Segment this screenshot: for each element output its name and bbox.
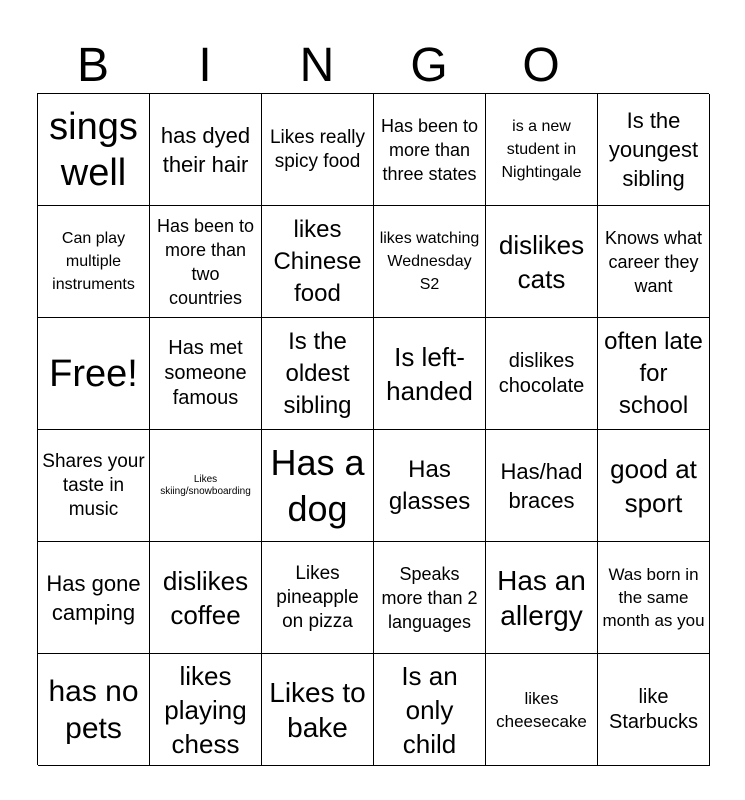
cell-label: Is the youngest sibling: [608, 108, 699, 191]
bingo-cell[interactable]: [150, 430, 262, 542]
bingo-cell[interactable]: [262, 654, 374, 766]
cell-label: likes Chinese food: [273, 215, 362, 307]
bingo-cell[interactable]: [374, 206, 486, 318]
bingo-cell[interactable]: [150, 318, 262, 430]
header-letter-b: B: [76, 39, 109, 92]
bingo-cell[interactable]: [262, 206, 374, 318]
bingo-cell[interactable]: [486, 542, 598, 654]
cell-label: Free!: [49, 352, 138, 395]
bingo-cell[interactable]: [598, 542, 710, 654]
bingo-header: [37, 38, 708, 94]
bingo-cell[interactable]: [38, 654, 150, 766]
bingo-cell[interactable]: [486, 94, 598, 206]
bingo-cell[interactable]: [598, 430, 710, 542]
bingo-grid: [37, 93, 709, 765]
bingo-cell[interactable]: [150, 206, 262, 318]
cell-label: Has been to more than two countries: [156, 215, 255, 308]
cell-label: Knows what career they want: [604, 227, 703, 296]
bingo-cell[interactable]: [374, 542, 486, 654]
bingo-cell[interactable]: [486, 654, 598, 766]
cell-label: sings well: [49, 105, 138, 194]
bingo-cell[interactable]: [262, 542, 374, 654]
bingo-cell[interactable]: [38, 94, 150, 206]
header-letter-n: N: [299, 39, 335, 92]
bingo-cell[interactable]: [150, 654, 262, 766]
bingo-cell[interactable]: [598, 318, 710, 430]
cell-label: Has an allergy: [497, 564, 586, 631]
cell-label: likes cheesecake: [496, 688, 587, 731]
header-letter-i: I: [198, 39, 212, 92]
bingo-cell[interactable]: [150, 94, 262, 206]
bingo-cell[interactable]: [262, 430, 374, 542]
cell-label: Has glasses: [388, 455, 471, 515]
cell-label: Has gone camping: [46, 570, 141, 625]
cell-label: Is an only child: [401, 660, 458, 759]
bingo-cell[interactable]: [374, 430, 486, 542]
cell-label: Likes pineapple on pizza: [276, 562, 359, 632]
bingo-cell[interactable]: [374, 654, 486, 766]
cell-label: Can play multiple instruments: [52, 230, 135, 293]
cell-label: Likes to bake: [269, 676, 366, 743]
bingo-cell[interactable]: [262, 94, 374, 206]
cell-label: has no pets: [48, 674, 139, 745]
cell-label: Was born in the same month as you: [602, 565, 705, 630]
cell-label: Has/had braces: [500, 458, 583, 513]
bingo-cell[interactable]: [486, 318, 598, 430]
bingo-cell[interactable]: [486, 430, 598, 542]
cell-label: dislikes cats: [498, 229, 585, 294]
cell-label: Has a dog: [270, 441, 365, 529]
cell-label: has dyed their hair: [160, 122, 251, 177]
bingo-cell[interactable]: [598, 206, 710, 318]
bingo-cell[interactable]: [150, 542, 262, 654]
cell-label: Is left-handed: [386, 341, 473, 406]
cell-label: Likes skiing/snowboarding: [160, 473, 251, 497]
bingo-cell[interactable]: [262, 318, 374, 430]
cell-label: good at sport: [610, 453, 697, 518]
bingo-cell[interactable]: [38, 430, 150, 542]
bingo-cell[interactable]: [38, 542, 150, 654]
bingo-cell[interactable]: [38, 318, 150, 430]
bingo-cell[interactable]: [486, 206, 598, 318]
cell-label: dislikes chocolate: [498, 349, 585, 397]
cell-label: Is the oldest sibling: [283, 327, 352, 419]
cell-label: dislikes coffee: [162, 565, 249, 630]
bingo-cell[interactable]: [38, 206, 150, 318]
cell-label: Likes really spicy food: [269, 126, 366, 172]
header-letter-g: G: [410, 39, 448, 92]
cell-label: likes watching Wednesday S2: [379, 230, 480, 293]
cell-label: often late for school: [604, 327, 703, 419]
cell-label: Has met someone famous: [164, 337, 247, 409]
cell-label: like Starbucks: [609, 685, 698, 733]
cell-label: Has been to more than three states: [380, 115, 479, 184]
cell-label: likes playing chess: [164, 660, 247, 759]
bingo-cell[interactable]: [374, 94, 486, 206]
header-letter-o: O: [522, 39, 560, 92]
cell-label: is a new student in Nightingale: [501, 118, 582, 181]
cell-label: Speaks more than 2 languages: [381, 563, 478, 632]
cell-label: Shares your taste in music: [42, 450, 145, 520]
bingo-cell[interactable]: [598, 94, 710, 206]
bingo-cell[interactable]: [598, 654, 710, 766]
bingo-cell[interactable]: [374, 318, 486, 430]
